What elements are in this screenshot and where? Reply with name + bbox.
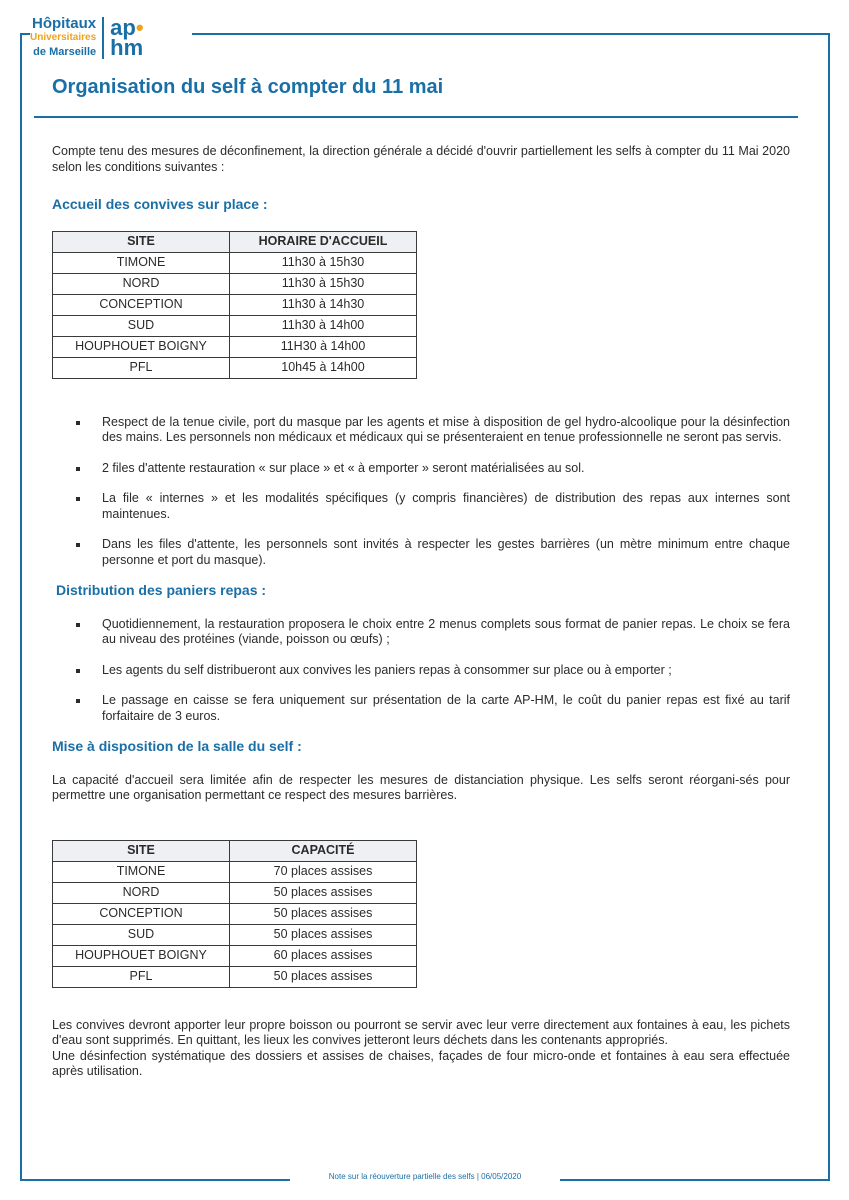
table-row — [53, 273, 417, 294]
capacity-cell: 60 places assises — [230, 945, 417, 966]
closing-paragraph-1: Les convives devront apporter leur propre boisson ou pourront se servir avec leur verre directement aux fontaines à eau, les pichets d'eau sont supprimés. En quittant, les lieux les convives jetteront leurs déchets dans les contenants appropriés. — [52, 1017, 790, 1047]
capacity-cell: 50 places assises — [230, 966, 417, 987]
page-title: Organisation du self à compter du 11 mai — [52, 76, 444, 98]
section-heading-distribution: Distribution des paniers repas : — [56, 582, 267, 598]
capacity-cell: 50 places assises — [230, 903, 417, 924]
hours-table — [52, 231, 417, 379]
section-heading-salle: Mise à disposition de la salle du self : — [52, 738, 302, 754]
hours-cell: 11h30 à 14h30 — [230, 294, 417, 315]
table-row — [53, 924, 417, 945]
site-cell: NORD — [53, 273, 230, 294]
capacity-header-site: SITE — [53, 840, 230, 861]
table-row — [53, 945, 417, 966]
list-item: Les agents du self distribueront aux convives les paniers repas à consommer sur place ou à emporter ; — [52, 663, 790, 679]
site-cell: HOUPHOUET BOIGNY — [53, 945, 230, 966]
hours-cell: 11h30 à 15h30 — [230, 273, 417, 294]
site-cell: PFL — [53, 966, 230, 987]
site-cell: CONCEPTION — [53, 294, 230, 315]
capacity-header-capacite: CAPACITÉ — [230, 840, 417, 861]
list-item: 2 files d'attente restauration « sur place » et « à emporter » seront matérialisées au sol. — [52, 461, 790, 477]
list-item: Dans les files d'attente, les personnels sont invités à respecter les gestes barrières (un mètre minimum entre chaque personne et port du masque). — [52, 537, 790, 568]
closing-paragraph-2: Une désinfection systématique des dossiers et assises de chaises, façades de four micro-onde et fontaines à eau sera effectuée après utilisation. — [52, 1048, 790, 1078]
hours-header-site: SITE — [53, 231, 230, 252]
table-row — [53, 903, 417, 924]
capacity-table-header — [53, 840, 417, 861]
table-row — [53, 357, 417, 378]
table-row — [53, 861, 417, 882]
site-cell: SUD — [53, 315, 230, 336]
site-cell: HOUPHOUET BOIGNY — [53, 336, 230, 357]
list-item: La file « internes » et les modalités spécifiques (y compris financières) de distribution des repas aux internes sont maintenues. — [52, 491, 790, 522]
section-heading-accueil: Accueil des convives sur place : — [52, 196, 268, 212]
list-item: Respect de la tenue civile, port du masque par les agents et mise à disposition de gel hydro-alcoolique pour la désinfection des mains. Les personnels non médicaux et médicaux qui se présenteraient en tenue professionnelle ne seront pas servis. — [52, 415, 790, 446]
logo-line-1: Hôpitaux — [31, 15, 97, 32]
logo — [30, 8, 192, 68]
logo-line-3: de Marseille — [33, 46, 97, 58]
table-row — [53, 336, 417, 357]
table-row — [53, 966, 417, 987]
hours-table-header — [53, 231, 417, 252]
accueil-bullet-list — [52, 415, 790, 569]
table-row — [53, 882, 417, 903]
salle-paragraph: La capacité d'accueil sera limitée afin de respecter les mesures de distanciation physique. Les selfs seront réorgani-sés pour permettre une organisation permettant ce respect des mesures barrières. — [52, 772, 790, 802]
intro-paragraph: Compte tenu des mesures de déconfinement, la direction générale a décidé d'ouvrir partiellement les selfs à compter du 11 Mai 2020 selon les conditions suivantes : — [52, 144, 790, 174]
table-row — [53, 294, 417, 315]
capacity-cell: 70 places assises — [230, 861, 417, 882]
logo-mark-hm: hm — [110, 35, 144, 60]
table-row — [53, 315, 417, 336]
distribution-bullet-list — [52, 617, 790, 725]
site-cell: CONCEPTION — [53, 903, 230, 924]
page-footer: Note sur la réouverture partielle des selfs | 06/05/2020 — [290, 1172, 560, 1181]
capacity-cell: 50 places assises — [230, 882, 417, 903]
document-body — [52, 144, 790, 1080]
logo-text — [30, 17, 104, 59]
list-item: Le passage en caisse se fera uniquement sur présentation de la carte AP-HM, le coût du panier repas est fixé au tarif forfaitaire de 3 euros. — [52, 693, 790, 724]
site-cell: PFL — [53, 357, 230, 378]
site-cell: NORD — [53, 882, 230, 903]
hours-cell: 11H30 à 14h00 — [230, 336, 417, 357]
hours-cell: 11h30 à 15h30 — [230, 252, 417, 273]
logo-line-2: Universitaires — [30, 32, 97, 43]
hours-cell: 10h45 à 14h00 — [230, 357, 417, 378]
title-divider — [34, 116, 798, 118]
hours-header-horaire: HORAIRE D'ACCUEIL — [230, 231, 417, 252]
logo-mark — [110, 15, 144, 60]
site-cell: TIMONE — [53, 252, 230, 273]
site-cell: SUD — [53, 924, 230, 945]
logo-mark-dot: • — [135, 15, 144, 40]
capacity-table — [52, 840, 417, 988]
hours-cell: 11h30 à 14h00 — [230, 315, 417, 336]
logo-mark-ap: ap — [110, 15, 136, 40]
table-row — [53, 252, 417, 273]
list-item: Quotidiennement, la restauration proposera le choix entre 2 menus complets sous format de panier repas. Le choix se fera au niveau des protéines (viande, poisson ou œufs) ; — [52, 617, 790, 648]
site-cell: TIMONE — [53, 861, 230, 882]
capacity-cell: 50 places assises — [230, 924, 417, 945]
